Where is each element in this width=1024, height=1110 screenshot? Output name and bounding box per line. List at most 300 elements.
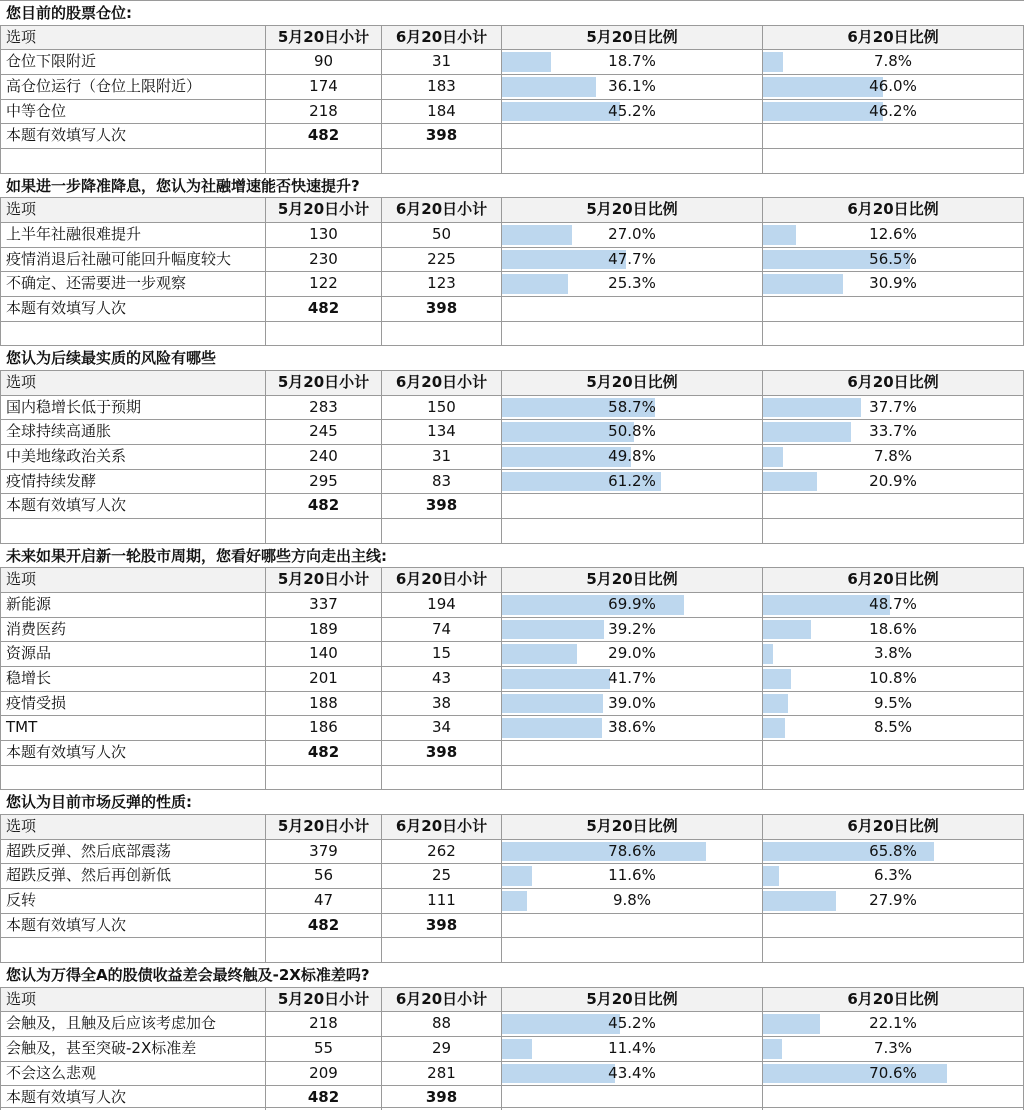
percent-june-text: 7.8% [873, 447, 913, 466]
empty-cell [265, 937, 381, 962]
percent-june-cell [762, 888, 1024, 913]
option-label: 高仓位运行（仓位上限附近） [0, 74, 265, 99]
percent-may-bar [502, 866, 532, 886]
count-june: 50 [381, 222, 501, 247]
count-may: 209 [265, 1061, 381, 1086]
empty-cell [0, 937, 265, 962]
option-label: 疫情受损 [0, 691, 265, 716]
empty-cell [265, 321, 381, 346]
total-row [0, 123, 1024, 148]
count-may: 90 [265, 49, 381, 74]
option-label: 疫情消退后社融可能回升幅度较大 [0, 247, 265, 272]
total-june: 398 [381, 1085, 501, 1110]
option-label: 超跌反弹、然后底部震荡 [0, 839, 265, 864]
header-cell-col4: 6月20日比例 [762, 197, 1024, 222]
option-label: 仓位下限附近 [0, 49, 265, 74]
header-cell-col2: 6月20日小计 [381, 987, 501, 1012]
header-cell-option: 选项 [0, 370, 265, 395]
count-june: 38 [381, 691, 501, 716]
table-row [0, 592, 1024, 617]
empty-cell [265, 518, 381, 543]
count-may: 379 [265, 839, 381, 864]
header-cell-col3: 5月20日比例 [501, 987, 762, 1012]
option-label: 会触及，甚至突破-2X标准差 [0, 1036, 265, 1061]
total-may: 482 [265, 1085, 381, 1110]
percent-may-cell [501, 617, 762, 642]
percent-may-cell [501, 691, 762, 716]
table-row [0, 691, 1024, 716]
percent-june-bar [763, 52, 783, 72]
count-may: 201 [265, 666, 381, 691]
empty-cell [501, 937, 762, 962]
table-row [0, 222, 1024, 247]
percent-june-bar [763, 620, 811, 640]
total-label: 本题有效填写人次 [0, 123, 265, 148]
header-cell-col3: 5月20日比例 [501, 25, 762, 50]
percent-may-bar [502, 52, 551, 72]
count-june: 43 [381, 666, 501, 691]
option-label: 中美地缘政治关系 [0, 444, 265, 469]
percent-june-cell [762, 691, 1024, 716]
count-june: 29 [381, 1036, 501, 1061]
count-may: 122 [265, 271, 381, 296]
percent-may-bar [502, 669, 610, 689]
table-row [0, 49, 1024, 74]
option-label: 疫情持续发酵 [0, 469, 265, 494]
percent-june-bar [763, 422, 851, 442]
percent-june-text: 70.6% [869, 1063, 917, 1082]
table-row [0, 74, 1024, 99]
count-may: 130 [265, 222, 381, 247]
option-label: 中等仓位 [0, 99, 265, 124]
percent-may-cell [501, 1011, 762, 1036]
percent-june-bar [763, 472, 817, 492]
total-may: 482 [265, 913, 381, 938]
total-june: 398 [381, 740, 501, 765]
empty-cell [265, 765, 381, 790]
percent-june-bar [763, 102, 883, 122]
empty-cell [501, 765, 762, 790]
percent-may-bar [502, 1039, 532, 1059]
table-header-row [0, 567, 1024, 592]
empty-cell [501, 518, 762, 543]
empty-cell [0, 148, 265, 173]
percent-may-text: 39.2% [608, 619, 656, 638]
table-header-row [0, 987, 1024, 1012]
empty-cell [0, 518, 265, 543]
total-row [0, 493, 1024, 518]
option-label: 上半年社融很难提升 [0, 222, 265, 247]
percent-may-bar [502, 77, 596, 97]
header-cell-col2: 6月20日小计 [381, 567, 501, 592]
count-may: 337 [265, 592, 381, 617]
header-cell-col1: 5月20日小计 [265, 370, 381, 395]
percent-june-text: 33.7% [869, 422, 917, 441]
percent-june-text: 30.9% [869, 274, 917, 293]
percent-june-text: 10.8% [869, 669, 917, 688]
percent-june-cell [762, 49, 1024, 74]
empty-cell [381, 765, 501, 790]
percent-may-cell [501, 247, 762, 272]
percent-may-cell [501, 222, 762, 247]
section-title: 您认为目前市场反弹的性质: [0, 789, 1024, 814]
empty-cell [381, 321, 501, 346]
percent-june-text: 7.8% [873, 52, 913, 71]
header-cell-col4: 6月20日比例 [762, 25, 1024, 50]
count-may: 56 [265, 863, 381, 888]
percent-june-cell [762, 617, 1024, 642]
percent-june-text: 48.7% [869, 595, 917, 614]
option-label: 新能源 [0, 592, 265, 617]
count-june: 134 [381, 419, 501, 444]
percent-may-cell [501, 863, 762, 888]
table-row [0, 247, 1024, 272]
total-label: 本题有效填写人次 [0, 913, 265, 938]
percent-june-text: 3.8% [873, 644, 913, 663]
empty-cell [381, 937, 501, 962]
percent-june-text: 18.6% [869, 619, 917, 638]
header-cell-col2: 6月20日小计 [381, 814, 501, 839]
percent-may-bar [502, 595, 684, 615]
percent-may-bar [502, 1014, 620, 1034]
total-label: 本题有效填写人次 [0, 1085, 265, 1110]
total-row [0, 296, 1024, 321]
total-june: 398 [381, 123, 501, 148]
count-may: 218 [265, 99, 381, 124]
table-header-row [0, 814, 1024, 839]
percent-may-text: 36.1% [608, 77, 656, 95]
header-cell-col2: 6月20日小计 [381, 370, 501, 395]
empty-cell [501, 493, 762, 518]
empty-cell [762, 740, 1024, 765]
table-row [0, 271, 1024, 296]
blank-row [0, 518, 1024, 543]
option-label: 稳增长 [0, 666, 265, 691]
header-cell-col4: 6月20日比例 [762, 987, 1024, 1012]
percent-may-bar [502, 620, 604, 640]
option-label: 会触及，且触及后应该考虑加仓 [0, 1011, 265, 1036]
percent-june-bar [763, 398, 861, 418]
percent-may-cell [501, 715, 762, 740]
table-row [0, 641, 1024, 666]
count-june: 31 [381, 444, 501, 469]
table-row [0, 1036, 1024, 1061]
percent-may-bar [502, 102, 620, 122]
header-cell-col3: 5月20日比例 [501, 567, 762, 592]
table-row [0, 888, 1024, 913]
total-label: 本题有效填写人次 [0, 740, 265, 765]
empty-cell [762, 148, 1024, 173]
percent-may-text: 27.0% [608, 225, 656, 244]
percent-june-text: 65.8% [869, 841, 917, 860]
percent-may-text: 47.7% [608, 249, 656, 268]
percent-may-text: 69.9% [608, 595, 656, 614]
count-may: 174 [265, 74, 381, 99]
total-may: 482 [265, 296, 381, 321]
header-cell-col3: 5月20日比例 [501, 370, 762, 395]
option-label: 消费医药 [0, 617, 265, 642]
header-cell-option: 选项 [0, 197, 265, 222]
count-june: 262 [381, 839, 501, 864]
percent-june-text: 20.9% [869, 471, 917, 490]
empty-cell [501, 321, 762, 346]
option-label: 超跌反弹、然后再创新低 [0, 863, 265, 888]
percent-may-text: 43.4% [608, 1063, 656, 1082]
header-cell-col4: 6月20日比例 [762, 814, 1024, 839]
percent-june-cell [762, 444, 1024, 469]
percent-may-text: 39.0% [608, 693, 656, 712]
empty-cell [762, 296, 1024, 321]
percent-may-text: 58.7% [608, 397, 656, 416]
percent-june-bar [763, 274, 843, 294]
count-may: 230 [265, 247, 381, 272]
empty-cell [762, 123, 1024, 148]
blank-row [0, 937, 1024, 962]
percent-june-bar [763, 1064, 947, 1084]
percent-may-text: 61.2% [608, 471, 656, 490]
table-row [0, 1011, 1024, 1036]
percent-may-text: 78.6% [608, 841, 656, 860]
percent-may-bar [502, 644, 577, 664]
option-label: 不会这么悲观 [0, 1061, 265, 1086]
header-cell-col3: 5月20日比例 [501, 814, 762, 839]
percent-june-cell [762, 1011, 1024, 1036]
percent-june-bar [763, 77, 883, 97]
empty-cell [762, 913, 1024, 938]
empty-cell [501, 148, 762, 173]
count-june: 15 [381, 641, 501, 666]
header-cell-col1: 5月20日小计 [265, 197, 381, 222]
percent-may-text: 45.2% [608, 101, 656, 120]
section-title: 您认为万得全A的股债收益差会最终触及-2X标准差吗? [0, 962, 1024, 987]
percent-june-text: 37.7% [869, 397, 917, 416]
percent-june-bar [763, 225, 796, 245]
option-label: 国内稳增长低于预期 [0, 395, 265, 420]
percent-june-text: 46.2% [869, 101, 917, 120]
percent-may-cell [501, 99, 762, 124]
header-cell-option: 选项 [0, 25, 265, 50]
percent-june-bar [763, 694, 788, 714]
percent-may-bar [502, 842, 706, 862]
percent-june-text: 46.0% [869, 77, 917, 95]
count-june: 183 [381, 74, 501, 99]
percent-june-text: 22.1% [869, 1014, 917, 1033]
option-label: 反转 [0, 888, 265, 913]
percent-may-text: 9.8% [612, 891, 652, 910]
percent-june-cell [762, 1036, 1024, 1061]
percent-june-cell [762, 641, 1024, 666]
percent-june-bar [763, 718, 785, 738]
percent-may-text: 25.3% [608, 274, 656, 293]
total-label: 本题有效填写人次 [0, 296, 265, 321]
percent-june-bar [763, 866, 779, 886]
percent-may-text: 29.0% [608, 644, 656, 663]
count-june: 74 [381, 617, 501, 642]
table-header-row [0, 25, 1024, 50]
count-may: 240 [265, 444, 381, 469]
table-row [0, 839, 1024, 864]
percent-june-cell [762, 1061, 1024, 1086]
empty-cell [501, 913, 762, 938]
table-row [0, 419, 1024, 444]
percent-june-text: 27.9% [869, 891, 917, 910]
count-may: 55 [265, 1036, 381, 1061]
percent-june-bar [763, 669, 791, 689]
table-row [0, 666, 1024, 691]
header-cell-col4: 6月20日比例 [762, 370, 1024, 395]
empty-cell [0, 321, 265, 346]
section-title: 您认为后续最实质的风险有哪些 [0, 345, 1024, 370]
percent-may-cell [501, 888, 762, 913]
count-may: 188 [265, 691, 381, 716]
count-june: 123 [381, 271, 501, 296]
percent-june-bar [763, 1039, 782, 1059]
total-june: 398 [381, 493, 501, 518]
percent-may-cell [501, 49, 762, 74]
empty-cell [501, 296, 762, 321]
blank-row [0, 148, 1024, 173]
percent-june-text: 12.6% [869, 225, 917, 244]
empty-cell [501, 123, 762, 148]
percent-may-cell [501, 666, 762, 691]
section-title: 未来如果开启新一轮股市周期，您看好哪些方向走出主线: [0, 543, 1024, 568]
percent-june-bar [763, 1014, 820, 1034]
option-label: TMT [0, 715, 265, 740]
empty-cell [0, 765, 265, 790]
percent-june-cell [762, 271, 1024, 296]
count-june: 83 [381, 469, 501, 494]
count-june: 88 [381, 1011, 501, 1036]
percent-may-text: 38.6% [608, 718, 656, 737]
option-label: 全球持续高通胀 [0, 419, 265, 444]
count-june: 225 [381, 247, 501, 272]
total-may: 482 [265, 740, 381, 765]
count-june: 111 [381, 888, 501, 913]
header-cell-option: 选项 [0, 567, 265, 592]
option-label: 资源品 [0, 641, 265, 666]
count-may: 218 [265, 1011, 381, 1036]
percent-may-bar [502, 694, 603, 714]
empty-cell [265, 148, 381, 173]
total-row [0, 913, 1024, 938]
total-june: 398 [381, 296, 501, 321]
percent-may-text: 18.7% [608, 52, 656, 71]
header-cell-col1: 5月20日小计 [265, 814, 381, 839]
table-row [0, 863, 1024, 888]
header-cell-option: 选项 [0, 814, 265, 839]
percent-june-text: 8.5% [873, 718, 913, 737]
empty-cell [762, 493, 1024, 518]
table-row [0, 1061, 1024, 1086]
percent-may-cell [501, 839, 762, 864]
count-june: 25 [381, 863, 501, 888]
percent-may-bar [502, 1064, 615, 1084]
percent-june-cell [762, 592, 1024, 617]
empty-cell [381, 148, 501, 173]
table-row [0, 444, 1024, 469]
percent-june-text: 7.3% [873, 1039, 913, 1058]
percent-june-cell [762, 863, 1024, 888]
percent-may-bar [502, 718, 602, 738]
empty-cell [762, 518, 1024, 543]
blank-row [0, 321, 1024, 346]
count-may: 140 [265, 641, 381, 666]
percent-june-text: 56.5% [869, 249, 917, 268]
percent-may-cell [501, 444, 762, 469]
percent-june-cell [762, 247, 1024, 272]
empty-cell [501, 740, 762, 765]
section-title: 您目前的股票仓位: [0, 0, 1024, 25]
header-cell-col1: 5月20日小计 [265, 987, 381, 1012]
percent-may-text: 11.6% [608, 866, 656, 885]
table-row [0, 469, 1024, 494]
count-june: 34 [381, 715, 501, 740]
count-june: 281 [381, 1061, 501, 1086]
header-cell-col2: 6月20日小计 [381, 25, 501, 50]
percent-may-bar [502, 225, 572, 245]
header-cell-option: 选项 [0, 987, 265, 1012]
total-june: 398 [381, 913, 501, 938]
percent-june-cell [762, 419, 1024, 444]
percent-june-text: 6.3% [873, 866, 913, 885]
percent-june-cell [762, 74, 1024, 99]
percent-june-cell [762, 666, 1024, 691]
table-header-row [0, 370, 1024, 395]
percent-june-bar [763, 644, 773, 664]
percent-may-cell [501, 1036, 762, 1061]
count-may: 186 [265, 715, 381, 740]
percent-june-cell [762, 469, 1024, 494]
header-cell-col2: 6月20日小计 [381, 197, 501, 222]
percent-may-text: 11.4% [608, 1039, 656, 1058]
percent-june-bar [763, 891, 836, 911]
count-may: 283 [265, 395, 381, 420]
table-row [0, 617, 1024, 642]
percent-may-cell [501, 271, 762, 296]
percent-may-bar [502, 274, 568, 294]
header-cell-col1: 5月20日小计 [265, 25, 381, 50]
percent-june-cell [762, 99, 1024, 124]
percent-may-cell [501, 395, 762, 420]
count-may: 47 [265, 888, 381, 913]
percent-june-bar [763, 447, 783, 467]
count-june: 150 [381, 395, 501, 420]
total-may: 482 [265, 493, 381, 518]
table-header-row [0, 197, 1024, 222]
count-june: 194 [381, 592, 501, 617]
empty-cell [762, 321, 1024, 346]
percent-may-text: 41.7% [608, 669, 656, 688]
table-row [0, 395, 1024, 420]
percent-may-text: 45.2% [608, 1014, 656, 1033]
percent-june-cell [762, 395, 1024, 420]
total-may: 482 [265, 123, 381, 148]
blank-row [0, 765, 1024, 790]
count-may: 245 [265, 419, 381, 444]
empty-cell [762, 765, 1024, 790]
count-may: 295 [265, 469, 381, 494]
percent-may-cell [501, 1061, 762, 1086]
table-row [0, 715, 1024, 740]
percent-june-cell [762, 839, 1024, 864]
percent-may-text: 50.8% [608, 422, 656, 441]
count-june: 31 [381, 49, 501, 74]
header-cell-col1: 5月20日小计 [265, 567, 381, 592]
total-row [0, 740, 1024, 765]
percent-may-bar [502, 891, 527, 911]
option-label: 不确定、还需要进一步观察 [0, 271, 265, 296]
count-may: 189 [265, 617, 381, 642]
